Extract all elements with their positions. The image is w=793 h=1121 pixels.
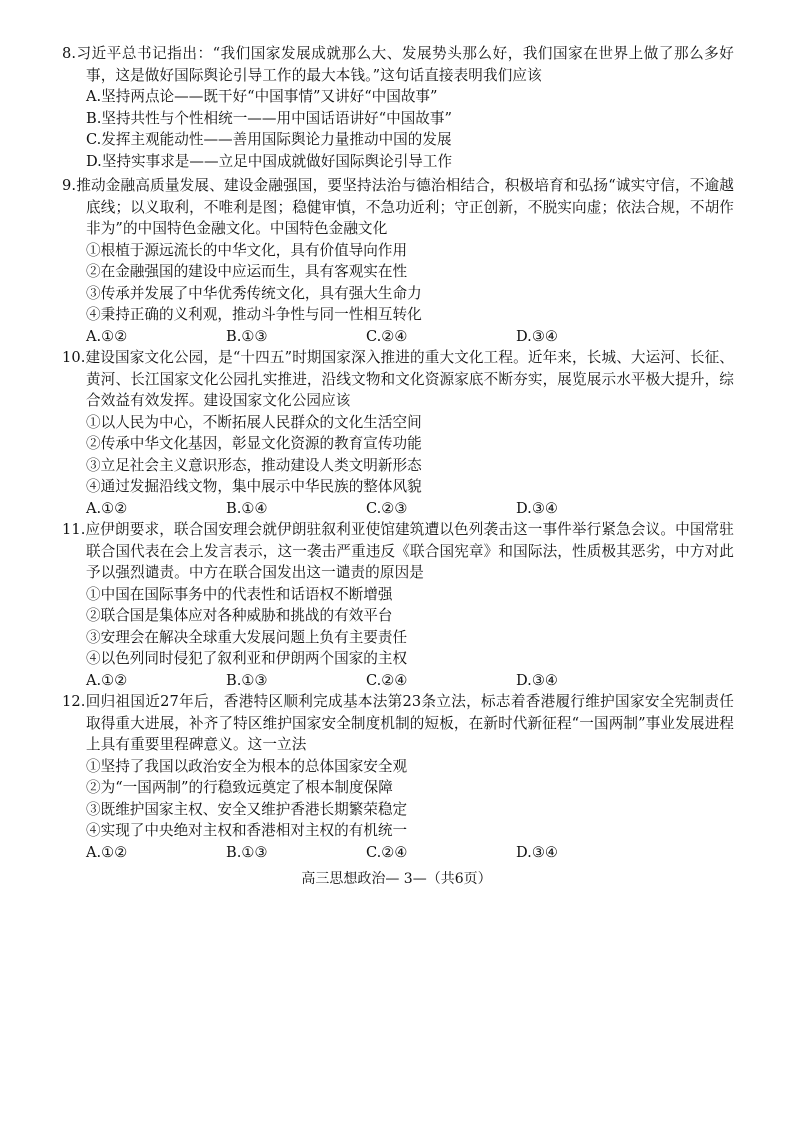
- question-10-item-3: ③立足社会主义意识形态，推动建设人类文明新形态: [86, 456, 422, 474]
- question-9-item-2: ②在金融强国的建设中应运而生，具有客观实在性: [86, 263, 408, 280]
- question-9-item-1: ①根植于源远流长的中华文化，具有价值导向作用: [86, 241, 408, 259]
- question-12-item-1: ①坚持了我国以政治安全为根本的总体国家安全观: [86, 757, 408, 775]
- question-10-answers: [62, 498, 734, 520]
- question-10-item-1: ①以人民为中心，不断拓展人民群众的文化生活空间: [86, 413, 422, 431]
- question-12-item-2: ②为“一国两制”的行稳致远奠定了根本制度保障: [86, 779, 393, 796]
- question-8-option-c: C.发挥主观能动性——善用国际舆论力量推动中国的发展: [86, 131, 452, 148]
- question-9: [62, 175, 734, 347]
- question-9-answer-c: C.②④: [366, 327, 408, 345]
- question-9-item-4: ④秉持正确的义利观，推动斗争性与同一性相互转化: [86, 306, 422, 323]
- page-footer: 高三思想政治— 3—（共6页）: [301, 871, 492, 887]
- question-12-answer-a: A.①②: [86, 843, 128, 861]
- question-11: [62, 519, 734, 691]
- question-11-answers: [62, 670, 734, 692]
- question-12-stem: 12.回归祖国近27年后，香港特区顺利完成基本法第23条立法，标志着香港履行维护国家安全宪制责任取得重大进展，补齐了特区维护国家安全制度机制的短板，在新时代新征程“一国两制”事业发展进程上具有重要里程碑意义。这一立法: [62, 693, 734, 753]
- question-10-answer-d: D.③④: [516, 499, 558, 517]
- question-10-stem: 10.建设国家文化公园，是“十四五”时期国家深入推进的重大文化工程。近年来，长城、大运河、长征、黄河、长江国家文化公园扎实推进，沿线文物和文化资源家底不断夯实，展览展示水平极大提升，综合效益有效发挥。建设国家文化公园应该: [62, 349, 734, 409]
- question-8-option-a: A.坚持两点论——既干好“中国事情”又讲好“中国故事”: [86, 88, 438, 105]
- question-11-item-4: ④以色列同时侵犯了叙利亚和伊朗两个国家的主权: [86, 650, 408, 667]
- question-12-answer-c: C.②④: [366, 843, 408, 861]
- question-12-answers: [62, 842, 734, 864]
- question-11-answer-b: B.①③: [226, 671, 268, 689]
- question-8-stem: 8.习近平总书记指出：“我们国家发展成就那么大、发展势头那么好，我们国家在世界上做了那么多好事，这是做好国际舆论引导工作的最大本钱。”这句话直接表明我们应该: [62, 45, 734, 84]
- question-10-item-4: ④通过发掘沿线文物，集中展示中华民族的整体风貌: [86, 478, 422, 495]
- question-8-option-d: D.坚持实事求是——立足中国成就做好国际舆论引导工作: [86, 152, 453, 170]
- question-10-answer-a: A.①②: [86, 499, 128, 517]
- question-12: [62, 691, 734, 863]
- question-8-option-b: B.坚持共性与个性相统一——用中国话语讲好“中国故事”: [86, 109, 452, 127]
- question-9-stem: 9.推动金融高质量发展、建设金融强国，要坚持法治与德治相结合，积极培育和弘扬“诚实守信，不逾越底线；以义取利，不唯利是图；稳健审慎，不急功近利；守正创新，不脱实向虚；依法合规，不胡作非为”的中国特色金融文化。中国特色金融文化: [62, 177, 734, 237]
- question-10-answer-c: C.②③: [366, 499, 408, 517]
- question-11-item-3: ③安理会在解决全球重大发展问题上负有主要责任: [86, 628, 408, 646]
- question-8: [62, 43, 734, 172]
- question-9-answers: [62, 326, 734, 348]
- question-11-answer-a: A.①②: [86, 671, 128, 689]
- question-11-item-1: ①中国在国际事务中的代表性和话语权不断增强: [86, 585, 393, 603]
- question-12-answer-d: D.③④: [516, 843, 558, 861]
- question-9-answer-d: D.③④: [516, 327, 558, 345]
- question-10-item-2: ②传承中华文化基因，彰显文化资源的教育宣传功能: [86, 435, 422, 452]
- question-11-stem: 11.应伊朗要求，联合国安理会就伊朗驻叙利亚使馆建筑遭以色列袭击这一事件举行紧急会议。中国常驻联合国代表在会上发言表示，这一袭击严重违反《联合国宪章》和国际法，性质极其恶劣，中方对此予以强烈谴责。中方在联合国发出这一谴责的原因是: [62, 521, 734, 581]
- question-12-answer-b: B.①③: [226, 843, 268, 861]
- question-11-answer-c: C.②④: [366, 671, 408, 689]
- question-9-answer-b: B.①③: [226, 327, 268, 345]
- question-12-item-4: ④实现了中央绝对主权和香港相对主权的有机统一: [86, 822, 408, 839]
- question-9-answer-a: A.①②: [86, 327, 128, 345]
- question-10-answer-b: B.①④: [226, 499, 268, 517]
- question-10: [62, 347, 734, 519]
- question-9-item-3: ③传承并发展了中华优秀传统文化，具有强大生命力: [86, 284, 422, 302]
- question-11-item-2: ②联合国是集体应对各种威胁和挑战的有效平台: [86, 607, 393, 624]
- question-12-item-3: ③既维护国家主权、安全又维护香港长期繁荣稳定: [86, 800, 408, 818]
- question-11-answer-d: D.③④: [516, 671, 558, 689]
